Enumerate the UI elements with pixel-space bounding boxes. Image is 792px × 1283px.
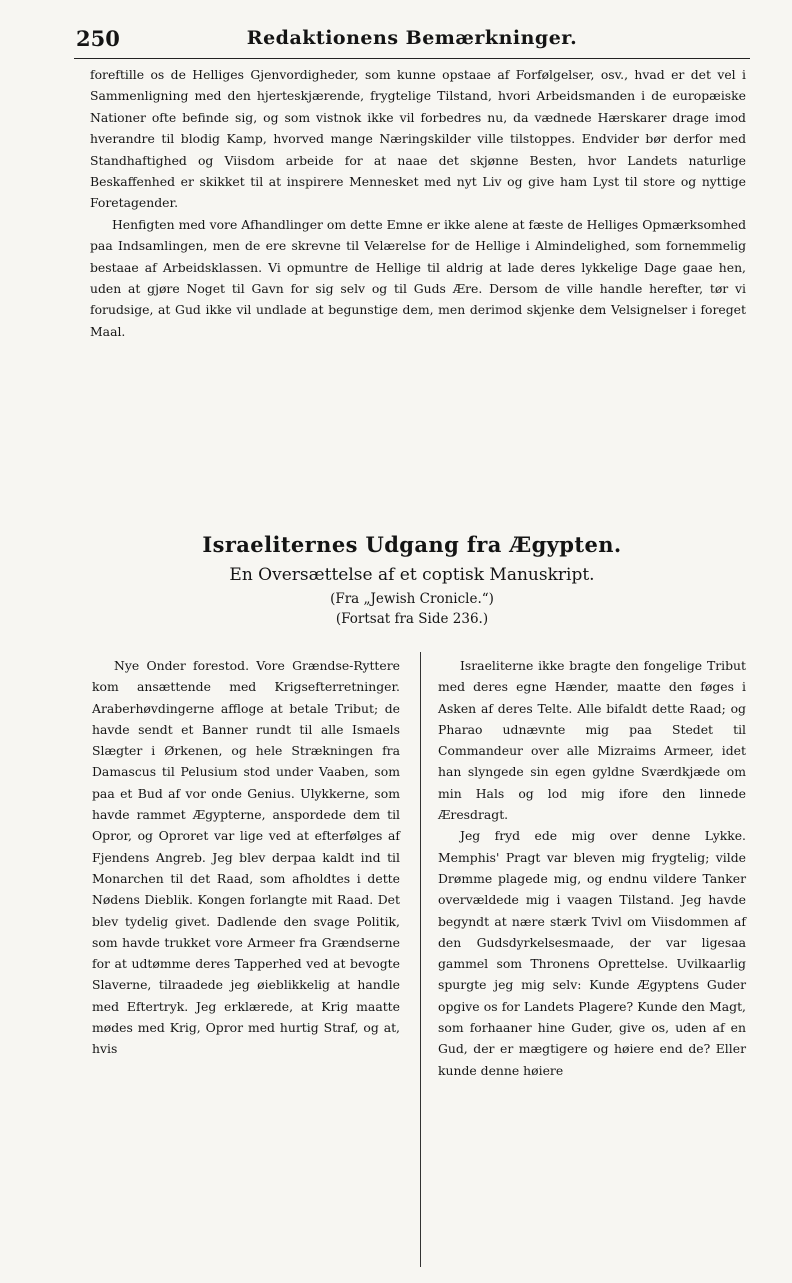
article-continued-note: (Fortsat fra Side 236.) bbox=[335, 611, 489, 627]
right-column bbox=[438, 655, 746, 1081]
article-source: (Fra „Jewish Cronicle.“) bbox=[330, 591, 494, 607]
article-subtitle: En Oversættelse af et coptisk Manuskript. bbox=[229, 565, 595, 585]
page-header bbox=[74, 24, 750, 59]
intro-paragraph: foreftille os de Helliges Gjenvordigheder, som kunne opstaae af Forfølgelser, osv., hvad er det vel i Sammenligning med den hjerteskjærende, frygtelige Tilstand, hvori Arbeidsmanden i de europæiske Nationer ofte befinde sig, og som vistnok ikke vil forbedres nu, da vædnede Hærskarer drage imod hverandre til blodig Kamp, hvorved mange Næringskilder ville tilstoppes. Endvider bør derfor med Standhaftighed og Viisdom arbeide for at naae det skjønne Besten, hvor Landets naturlige Beskaffenhed er skikket til at inspirere Mennesket med nyt Liv og give ham Lyst til store og nyttige Foretagender. bbox=[90, 67, 746, 211]
page-number: 250 bbox=[76, 26, 120, 51]
right-column-paragraph: Jeg fryd ede mig over denne Lykke. Memphis' Pragt var bleven mig frygtelig; vilde Drømme plagede mig, og endnu vildere Tanker overvældede mig i vaagen Tilstand. Jeg havde begyndt at nære stærk Tvivl om Viisdommen af den Gudsdyrkelsesmaade, der var ligesaa gammel som Thronens Oprettelse. Uvilkaarlig spurgte jeg mig selv: Kunde Ægyptens Guder opgive os for Landets Plagere? Kunde den Magt, som forhaaner hine Guder, give os, uden af en Gud, der er mægtigere og høiere end de? Eller kunde denne høiere bbox=[438, 828, 746, 1078]
column-divider bbox=[420, 652, 421, 1267]
right-column-paragraph: Israeliterne ikke bragte den fongelige Tribut med deres egne Hænder, maatte den føges i Asken af deres Telte. Alle bifaldt dette Raad; og Pharao udnævnte mig paa Stedet til Commandeur over alle Mizraims Armeer, idet han slyngede sin egen gyldne Sværdkjæde om min Hals og lod mig ifore den linnede Æresdragt. bbox=[438, 658, 746, 823]
article-title: Israeliternes Udgang fra Ægypten. bbox=[202, 532, 622, 557]
article-heading bbox=[74, 532, 750, 627]
running-title: Redaktionens Bemærkninger. bbox=[246, 27, 578, 49]
left-column-paragraph: Nye Onder forestod. Vore Grændse-Ryttere kom ansættende med Krigsefterretninger. Araberhøvdingerne affloge at betale Tribut; de havde sendt et Banner rundt til alle Ismaels Slægter i Ørkenen, og hele Strækningen fra Damascus til Pelusium stod under Vaaben, som paa et Bud af vor onde Genius. Ulykkerne, som havde rammet Ægypterne, anspordede dem til Opror, og Oproret var lige ved at efterfølges af Fjendens Angreb. Jeg blev derpaa kaldt ind til Monarchen til det Raad, som afholdtes i dette Nødens Dieblik. Kongen forlangte mit Raad. Det blev tydelig givet. Dadlende den svage Politik, som havde trukket vore Armeer fra Grændserne for at udtømme deres Tapperhed ved at bevogte Slaverne, tilraadede jeg øieblikkelig at handle med Eftertryk. Jeg erklærede, at Krig maatte mødes med Krig, Opror med hurtig Straf, og at, hvis bbox=[92, 658, 400, 1057]
left-column bbox=[92, 655, 400, 1060]
intro-paragraph: Henfigten med vore Afhandlinger om dette Emne er ikke alene at fæste de Helliges Opmærksomhed paa Indsamlingen, men de ere skrevne til Velærelse for de Hellige i Almindelighed, som fornemmelig bestaae af Arbeidsklassen. Vi opmuntre de Hellige til aldrig at lade deres lykkelige Dage gaae hen, uden at gjøre Noget til Gavn for sig selv og til Guds Ære. Dersom de ville handle herefter, tør vi forudsige, at Gud ikke vil undlade at begunstige dem, men derimod skjenke dem Velsignelser i foreget Maal. bbox=[90, 216, 746, 339]
intro-text bbox=[90, 64, 746, 342]
